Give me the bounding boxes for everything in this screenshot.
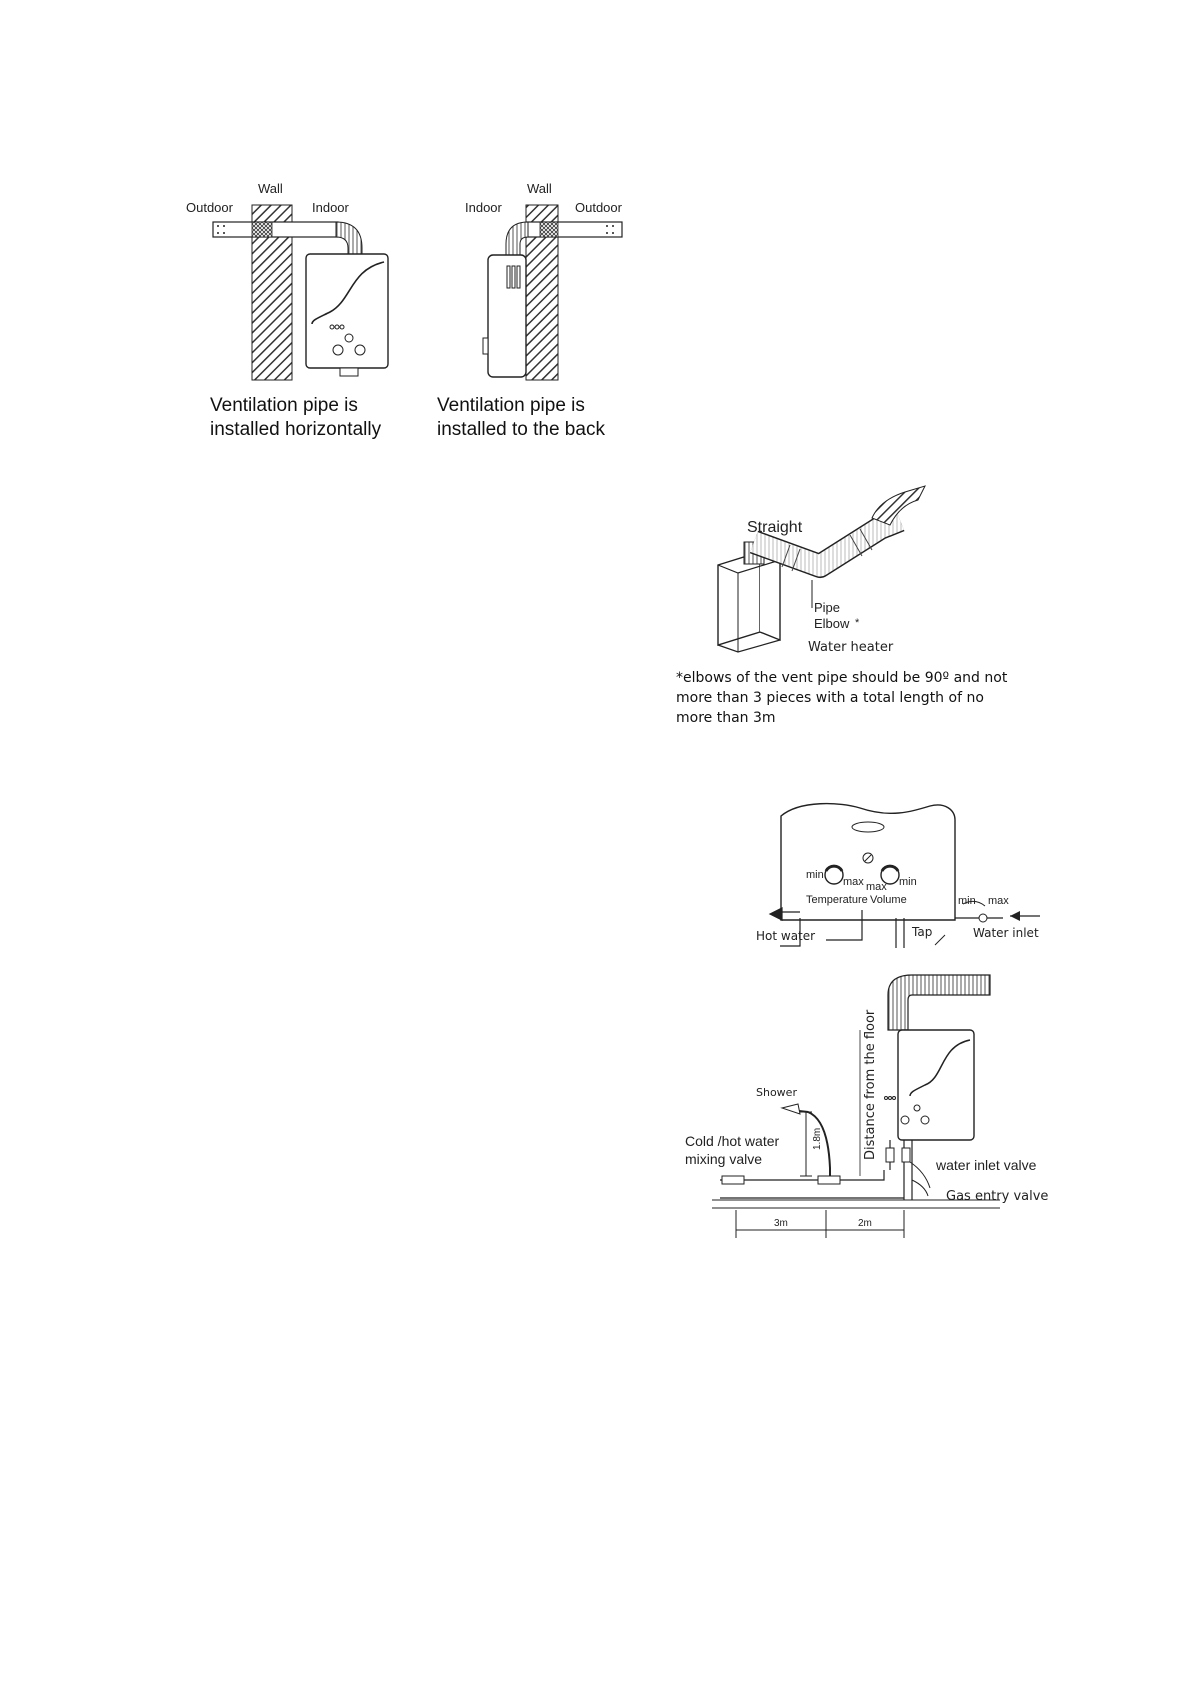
tap-min-label: min: [958, 895, 976, 907]
fig1-right-outdoor-label: Outdoor: [575, 200, 622, 215]
temperature-label: Temperature: [806, 894, 868, 906]
water-heater-box: [718, 552, 760, 645]
fig1-left-outdoor-label: Outdoor: [186, 200, 233, 215]
hot-water-label: Hot water: [756, 929, 816, 943]
fig1-left-caption-line2: installed horizontally: [210, 419, 382, 440]
heater-body-left: [306, 254, 388, 368]
straight-label: Straight: [747, 519, 803, 536]
water-inlet-label: Water inlet: [973, 926, 1039, 940]
fig1-left-indoor-label: Indoor: [312, 200, 349, 215]
shower-head: [782, 1104, 800, 1114]
elbow-label: Elbow: [814, 616, 850, 631]
elbow-asterisk: *: [855, 617, 860, 629]
volume-label: Volume: [870, 894, 907, 906]
fig1-right-caption-line2: installed to the back: [437, 419, 605, 440]
vol-max-label: max: [866, 881, 887, 893]
fig1-left-wall-label: Wall: [258, 181, 283, 196]
fig1-left-caption-line1: Ventilation pipe is: [210, 395, 358, 416]
fig1-right-caption: [437, 394, 605, 442]
temp-max-label: max: [843, 876, 864, 888]
fig1-left-diagram: [213, 205, 388, 380]
shower-hose: [790, 1110, 830, 1180]
floor-dim: [736, 1210, 904, 1238]
flue-pipe: [888, 975, 990, 1030]
fig1-right-indoor-label: Indoor: [465, 200, 502, 215]
height-label: 1.8m: [812, 1127, 823, 1150]
mixing-valve-label-2: mixing valve: [685, 1151, 763, 1167]
dim-2m-label: 2m: [858, 1218, 872, 1229]
vol-min-label: min: [899, 876, 917, 888]
elbow-note: *elbows of the vent pipe should be 90º and not more than 3 pieces with a total length of no more than 3m: [676, 670, 1008, 726]
tap-label: Tap: [912, 925, 933, 939]
panel-window: [852, 822, 884, 832]
elbow-right: [506, 222, 528, 256]
gas-entry-valve-label: Gas entry valve: [946, 1189, 1049, 1204]
vent-pipe-left: [213, 222, 338, 237]
fig1-right-diagram: [483, 205, 622, 380]
water-heater-label: Water heater: [808, 640, 894, 655]
fig1-right-caption-line1: Ventilation pipe is: [437, 395, 585, 416]
tap-max-label: max: [988, 895, 1009, 907]
valves: [886, 1148, 910, 1162]
elbow-left: [336, 222, 362, 258]
distance-floor-label: Distance from the floor: [863, 1009, 878, 1160]
water-inlet-valve-label: water inlet valve: [936, 1157, 1037, 1173]
heater-body: [898, 1030, 974, 1140]
temp-min-label: min: [806, 869, 824, 881]
mixing-valve-label-1: Cold /hot water: [685, 1133, 780, 1149]
pipe-label: Pipe: [814, 600, 841, 615]
fig1-right-wall-label: Wall: [527, 181, 552, 196]
dim-3m-label: 3m: [774, 1218, 788, 1229]
shower-label: Shower: [756, 1086, 797, 1099]
fig1-left-caption: [210, 394, 381, 442]
